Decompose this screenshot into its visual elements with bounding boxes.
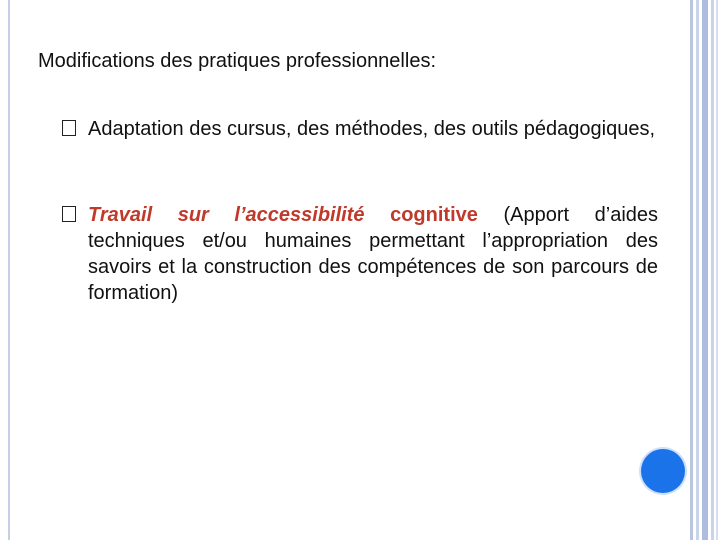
bullet-text [64, 202, 658, 306]
checkbox-bullet-icon [62, 120, 76, 136]
checkbox-bullet-icon [62, 206, 76, 222]
decorative-circle [641, 449, 685, 493]
left-border-line [8, 0, 10, 540]
slide-heading: Modifications des pratiques professionnelles: [38, 50, 436, 72]
highlighted-phrase: Travail sur l’accessibilité [88, 204, 365, 226]
bullet-item [64, 116, 658, 142]
bullet-text: Adaptation des cursus, des méthodes, des outils pédagogiques, [88, 118, 656, 140]
right-stripe [696, 0, 699, 540]
highlighted-phrase-end: cognitive [364, 204, 478, 226]
right-stripe [690, 0, 693, 540]
right-stripe [711, 0, 714, 540]
bullet-item [64, 202, 658, 306]
bullet-rest-text: (Apport d’aides techniques et/ou humaines permettant l’appropriation des savoirs et la construction des compétences de son parcours de formation) [88, 204, 659, 304]
right-stripe [716, 0, 718, 540]
right-stripe [702, 0, 708, 540]
